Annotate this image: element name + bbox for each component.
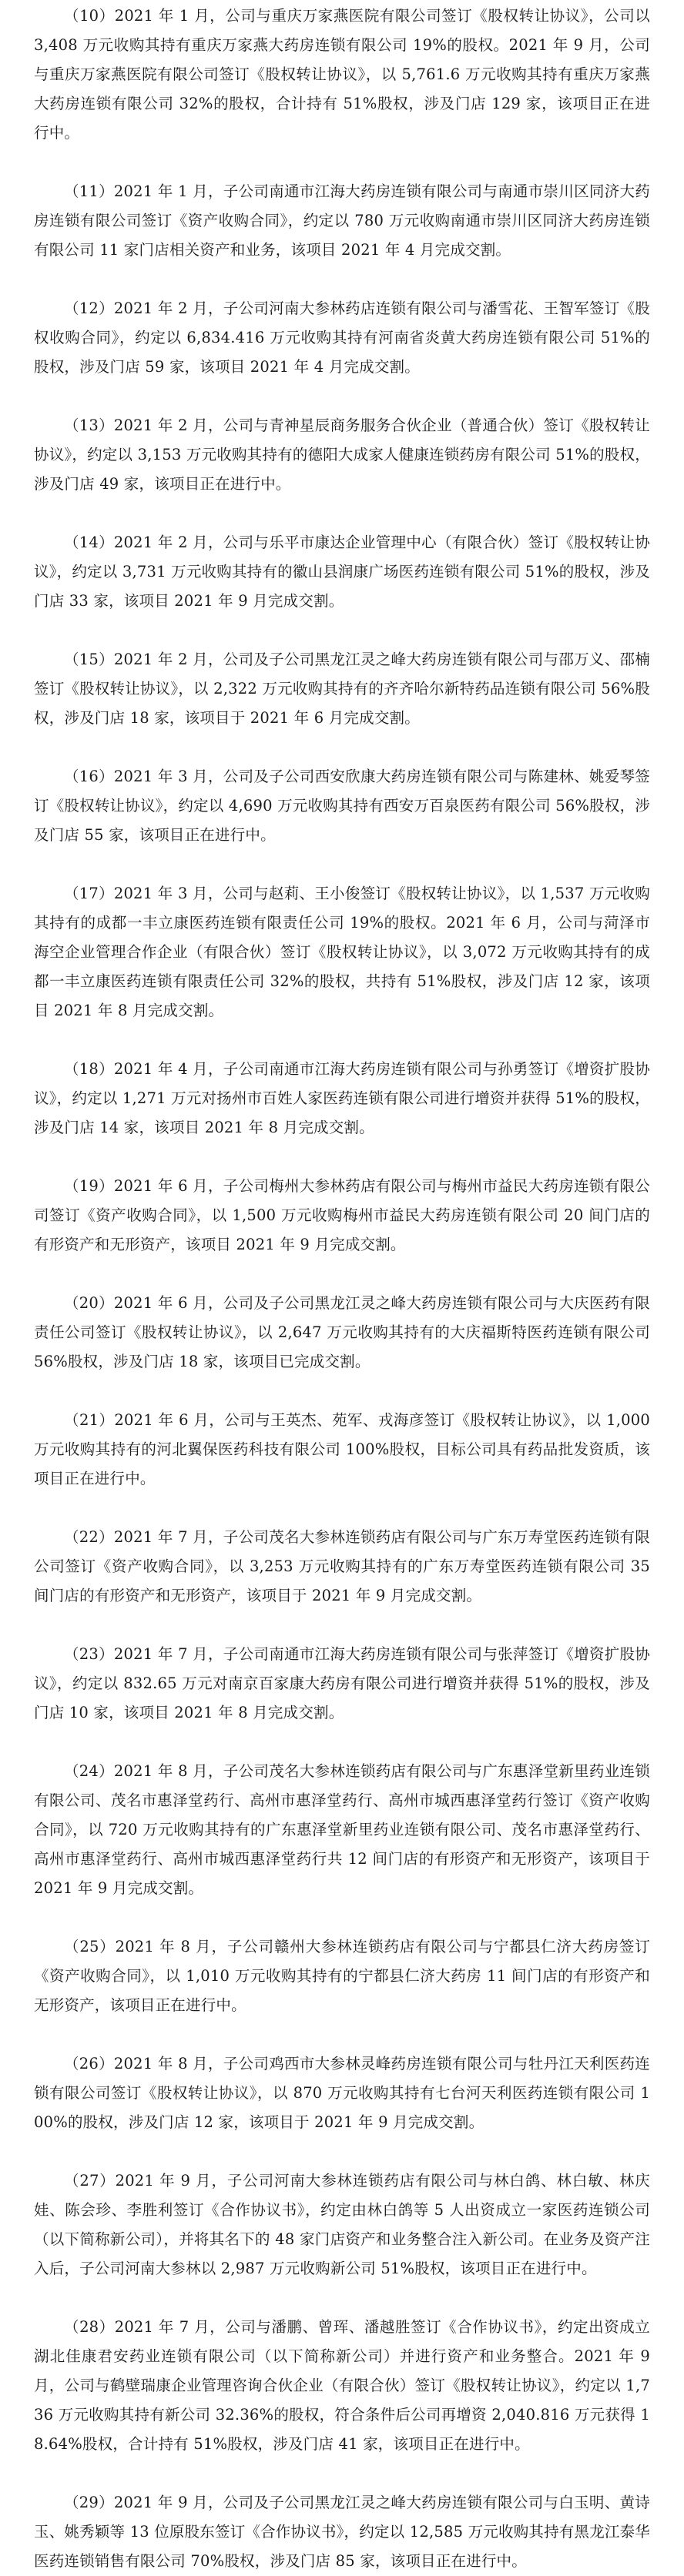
paragraph-item-10: （10）2021 年 1 月，公司与重庆万家燕医院有限公司签订《股权转让协议》，公司以 3,408 万元收购其持有重庆万家燕大药房连锁有限公司 19%的股权。2021 年 9 月，公司与重庆万家燕医院有限公司签订《股权转让协议》，以 5,761.6 万元收购其持有重庆万家燕大药房连锁有限公司 32%的股权，合计持有 51%股权，涉及门店 129 家，该项目正在进行中。 xyxy=(34,7,650,142)
paragraph-item-20: （20）2021 年 6 月，公司及子公司黑龙江灵之峰大药房连锁有限公司与大庆医药有限责任公司签订《股权转让协议》，以 2,647 万元收购其持有的大庆福斯特医药连锁有限公司 56%股权，涉及门店 18 家，该项目已完成交割。 xyxy=(34,1294,650,1370)
paragraph-item-27: （27）2021 年 9 月，子公司河南大参林连锁药店有限公司与林白鸽、林白敏、林庆娃、陈会珍、李胜利签订《合作协议书》，约定由林白鸽等 5 人出资成立一家医药连锁公司（以下简称新公司），并将其名下的 48 家门店资产和业务整合注入新公司。在业务及资产注入后，子公司河南大参林以 2,987 万元收购新公司 51%股权，该项目正在进行中。 xyxy=(34,2172,650,2277)
paragraph-item-12: （12）2021 年 2 月，子公司河南大参林药店连锁有限公司与潘雪花、王智军签订《股权收购合同》，约定以 6,834.416 万元收购其持有河南省炎黄大药房连锁有限公司 51%的股权，涉及门店 59 家，该项目 2021 年 4 月完成交割。 xyxy=(34,299,650,376)
paragraph-item-11: （11）2021 年 1 月，子公司南通市江海大药房连锁有限公司与南通市崇川区同济大药房连锁有限公司签订《资产收购合同》，约定以 780 万元收购南通市崇川区同济大药房连锁有限公司 11 家门店相关资产和业务，该项目 2021 年 4 月完成交割。 xyxy=(34,182,650,259)
paragraph-item-18: （18）2021 年 4 月，子公司南通市江海大药房连锁有限公司与孙勇签订《增资扩股协议》，约定以 1,271 万元对扬州市百姓人家医药连锁有限公司进行增资并获得 51%的股权，涉及门店 14 家，该项目 2021 年 8 月完成交割。 xyxy=(34,1060,650,1136)
paragraph-item-25: （25）2021 年 8 月，子公司赣州大参林连锁药店有限公司与宁都县仁济大药房签订《资产收购合同》，以 1,010 万元收购其持有的宁都县仁济大药房 11 间门店的有形资产和无形资产，该项目正在进行中。 xyxy=(34,1938,650,2014)
paragraph-item-16: （16）2021 年 3 月，公司及子公司西安欣康大药房连锁有限公司与陈建林、姚爱琴签订《股权转让协议》，约定以 4,690 万元收购其持有西安万百泉医药有限公司 56%股权，涉及门店 55 家，该项目正在进行中。 xyxy=(34,768,650,844)
paragraph-item-21: （21）2021 年 6 月，公司与王英杰、苑军、戎海彦签订《股权转让协议》，以 1,000 万元收购其持有的河北翼保医药科技有限公司 100%股权，目标公司具有药品批发资质，该项目正在进行中。 xyxy=(34,1411,650,1487)
paragraph-item-26: （26）2021 年 8 月，子公司鸡西市大参林灵峰药房连锁有限公司与牡丹江天利医药连锁有限公司签订《股权转让协议》，以 870 万元收购其持有七台河天利医药连锁有限公司 100%的股权，涉及门店 12 家，该项目于 2021 年 9 月完成交割。 xyxy=(34,2055,650,2131)
paragraph-item-29: （29）2021 年 9 月，公司及子公司黑龙江灵之峰大药房连锁有限公司与白玉明、黄诗玉、姚秀颖等 13 位原股东签订《合作协议书》，约定以 12,585 万元收购其持有黑龙江泰华医药连锁销售有限公司 70%股权，涉及门店 85 家，该项目正在进行中。 xyxy=(34,2494,650,2570)
paragraph-item-17: （17）2021 年 3 月，公司与赵莉、王小俊签订《股权转让协议》，以 1,537 万元收购其持有的成都一丰立康医药连锁有限责任公司 19%的股权。2021 年 6 月，公司与菏泽市海空企业管理合作企业（有限合伙）签订《股权转让协议》，以 3,072 万元收购其持有的成都一丰立康医药连锁有限责任公司 32%的股权，共持有 51%股权，涉及门店 12 家，该项目 2021 年 8 月完成交割。 xyxy=(34,885,650,1019)
paragraph-item-24: （24）2021 年 8 月，子公司茂名大参林连锁药店有限公司与广东惠泽堂新里药业连锁有限公司、茂名市惠泽堂药行、高州市惠泽堂药行、高州市城西惠泽堂药行签订《资产收购合同》，以 720 万元收购其持有的广东惠泽堂新里药业连锁有限公司、茂名市惠泽堂药行、高州市惠泽堂药行、高州市城西惠泽堂药行共 12 间门店的有形资产和无形资产，该项目于 2021 年 9 月完成交割。 xyxy=(34,1762,650,1897)
paragraph-item-19: （19）2021 年 6 月，子公司梅州大参林药店有限公司与梅州市益民大药房连锁有限公司签订《资产收购合同》，以 1,500 万元收购梅州市益民大药房连锁有限公司 20 间门店的有形资产和无形资产，该项目 2021 年 9 月完成交割。 xyxy=(34,1177,650,1253)
paragraph-item-28: （28）2021 年 7 月，公司与潘鹏、曾珲、潘越胜签订《合作协议书》，约定出资成立湖北佳康君安药业连锁有限公司（以下简称新公司）并进行资产和业务整合。2021 年 9 月，公司与鹤壁瑞康企业管理咨询合伙企业（有限合伙）签订《股权转让协议》，约定以 1,736 万元收购其持有新公司 32.36%的股权，符合条件后公司再增资 2,040.816 万元获得 18.64%股权，合计持有 51%股权，涉及门店 41 家，该项目正在进行中。 xyxy=(34,2318,650,2453)
paragraph-item-14: （14）2021 年 2 月，公司与乐平市康达企业管理中心（有限合伙）签订《股权转让协议》，约定以 3,731 万元收购其持有的徽山县润康广场医药连锁有限公司 51%的股权，涉及门店 33 家，该项目 2021 年 9 月完成交割。 xyxy=(34,534,650,610)
paragraph-item-15: （15）2021 年 2 月，公司及子公司黑龙江灵之峰大药房连锁有限公司与邵万义、邵楠签订《股权转让协议》，以 2,322 万元收购其持有的齐齐哈尔新特药品连锁有限公司 56%股权，涉及门店 18 家，该项目于 2021 年 6 月完成交割。 xyxy=(34,651,650,727)
paragraph-item-22: （22）2021 年 7 月，子公司茂名大参林连锁药店有限公司与广东万寿堂医药连锁有限公司签订《资产收购合同》，以 3,253 万元收购其持有的广东万寿堂医药连锁有限公司 35 间门店的有形资产和无形资产，该项目于 2021 年 9 月完成交割。 xyxy=(34,1528,650,1604)
paragraph-item-13: （13）2021 年 2 月，公司与青神星辰商务服务合伙企业（普通合伙）签订《股权转让协议》，约定以 3,153 万元收购其持有的德阳大成家人健康连锁药房有限公司 51%的股权，涉及门店 49 家，该项目正在进行中。 xyxy=(34,417,650,493)
paragraph-item-23: （23）2021 年 7 月，子公司南通市江海大药房连锁有限公司与张萍签订《增资扩股协议》，约定以 832.65 万元对南京百家康大药房有限公司进行增资并获得 51%的股权，涉及门店 10 家，该项目 2021 年 8 月完成交割。 xyxy=(34,1645,650,1721)
